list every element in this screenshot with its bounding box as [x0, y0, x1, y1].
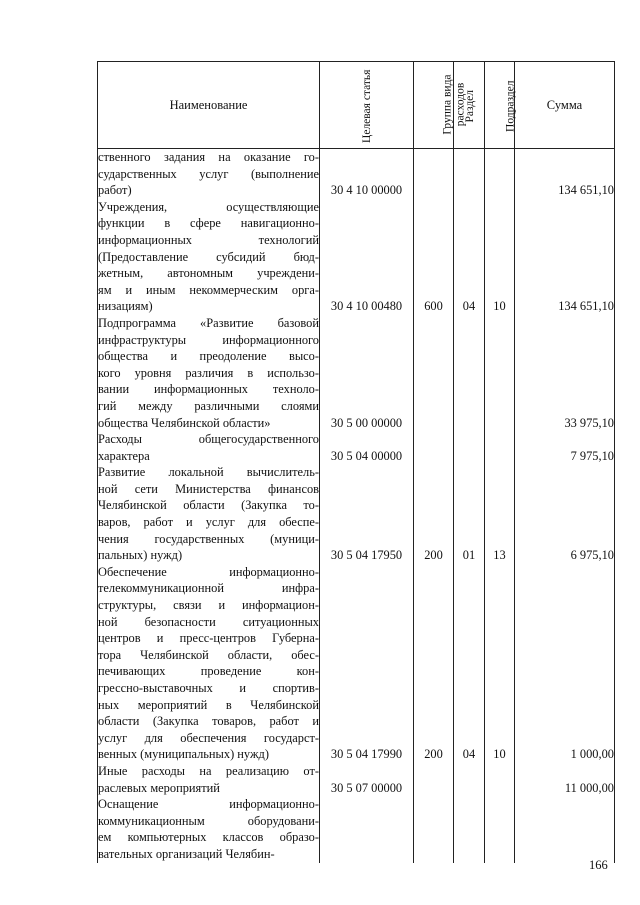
row-name-line: функции в сфере навигационно- — [98, 216, 319, 231]
row-amount — [515, 796, 615, 862]
row-subsection: 10 — [485, 199, 515, 315]
row-expense-group: 200 — [414, 564, 454, 763]
row-target-article: 30 5 04 17990 — [320, 564, 414, 763]
row-name-line: работ) — [98, 183, 132, 198]
budget-table — [97, 61, 615, 863]
row-expense-group — [414, 315, 454, 431]
row-subsection — [485, 149, 515, 199]
row-name-line: телекоммуникационной инфра- — [98, 581, 319, 596]
row-name-line: варов, работ и услуг для обеспе- — [98, 515, 319, 530]
row-name-line: ем компьютерных классов образо- — [98, 830, 319, 845]
row-expense-group — [414, 763, 454, 796]
row-name — [98, 763, 320, 796]
row-name-line: характера — [98, 448, 150, 463]
row-name-line: Развитие локальной вычислитель- — [98, 465, 319, 480]
header-name: Наименование — [98, 62, 320, 149]
table-row — [98, 315, 615, 431]
row-subsection — [485, 763, 515, 796]
header-section: Раздел — [454, 62, 485, 149]
row-name-line: кого уровня различия в использо- — [98, 365, 319, 380]
row-expense-group: 600 — [414, 199, 454, 315]
table-row — [98, 149, 615, 199]
row-name-line: Расходы общегосударственного — [98, 432, 319, 447]
row-section: 04 — [454, 199, 485, 315]
row-target-article: 30 5 00 00000 — [320, 315, 414, 431]
row-amount: 33 975,10 — [515, 315, 615, 431]
row-subsection: 10 — [485, 564, 515, 763]
row-target-article: 30 5 04 00000 — [320, 431, 414, 464]
row-name — [98, 796, 320, 862]
row-expense-group — [414, 149, 454, 199]
row-amount: 134 651,10 — [515, 149, 615, 199]
row-name-line: сударственных услуг (выполнение — [98, 166, 319, 181]
row-section — [454, 431, 485, 464]
row-name-line: общества и преодоление высо- — [98, 349, 319, 364]
row-name-line: грессно-выставочных и спортив- — [98, 681, 319, 695]
row-name-line: гий между различными слоями — [98, 398, 319, 413]
row-name-line: Иные расходы на реализацию от- — [98, 763, 319, 778]
row-name-line: жетным, автономным учреждени- — [98, 266, 319, 281]
table-row — [98, 464, 615, 564]
page-number: 166 — [589, 858, 608, 872]
row-name-line: (Предоставление субсидий бюд- — [98, 249, 319, 264]
header-target-article: Целевая статья — [320, 62, 414, 149]
row-name-line: Обеспечение информационно- — [98, 564, 319, 579]
row-name-line: центров и пресс-центров Губерна- — [98, 631, 319, 646]
header-amount: Сумма — [515, 62, 615, 149]
row-name — [98, 464, 320, 564]
header-subsection: Подраздел — [485, 62, 515, 149]
row-target-article: 30 5 04 17950 — [320, 464, 414, 564]
row-name-line: информационных технологий — [98, 232, 319, 247]
row-name-line: пальных) нужд) — [98, 548, 183, 563]
row-name-line: печивающих проведение кон- — [98, 664, 319, 679]
row-name-line: общества Челябинской области» — [98, 415, 271, 430]
header-expense-group: Группа вида расходов — [414, 62, 454, 149]
row-target-article: 30 4 10 00000 — [320, 149, 414, 199]
row-name-line: структуры, связи и информацион- — [98, 598, 319, 613]
row-section: 01 — [454, 464, 485, 564]
table-row — [98, 763, 615, 796]
row-name-line: тора Челябинской области, обес- — [98, 647, 319, 662]
row-amount: 6 975,10 — [515, 464, 615, 564]
row-name-line: вании информационных техноло- — [98, 382, 319, 397]
row-name-line: ям и иным некоммерческим орга- — [98, 282, 319, 297]
row-target-article: 30 4 10 00480 — [320, 199, 414, 315]
row-name — [98, 315, 320, 431]
row-name-line: ных мероприятий в Челябинской — [98, 697, 319, 712]
row-name-line: чения государственных (муници- — [98, 531, 319, 546]
row-name-line: раслевых мероприятий — [98, 780, 220, 795]
row-name — [98, 564, 320, 763]
row-name-line: низациям) — [98, 299, 153, 314]
row-expense-group — [414, 431, 454, 464]
row-name-line: инфраструктуры информационного — [98, 332, 319, 347]
row-amount: 7 975,10 — [515, 431, 615, 464]
row-subsection — [485, 431, 515, 464]
row-name — [98, 199, 320, 315]
row-section — [454, 315, 485, 431]
row-name-line: области (Закупка товаров, работ и — [98, 714, 319, 729]
row-name-line: венных (муниципальных) нужд) — [98, 747, 269, 762]
row-amount: 1 000,00 — [515, 564, 615, 763]
row-section: 04 — [454, 564, 485, 763]
table-row — [98, 564, 615, 763]
row-name — [98, 431, 320, 464]
row-expense-group — [414, 796, 454, 862]
table-row — [98, 199, 615, 315]
row-section — [454, 796, 485, 862]
row-subsection — [485, 796, 515, 862]
row-name-line: Челябинской области (Закупка то- — [98, 498, 319, 513]
row-section — [454, 149, 485, 199]
row-target-article — [320, 796, 414, 862]
row-amount: 11 000,00 — [515, 763, 615, 796]
row-expense-group: 200 — [414, 464, 454, 564]
table-header-row — [98, 62, 615, 149]
row-subsection: 13 — [485, 464, 515, 564]
row-name-line: ной безопасности ситуационных — [98, 614, 319, 629]
row-name-line: коммуникационным оборудовани- — [98, 813, 319, 828]
row-name-line: вательных организаций Челябин- — [98, 846, 275, 861]
row-name-line: услуг для обеспечения государст- — [98, 730, 319, 745]
row-name-line: ной сети Министерства финансов — [98, 481, 319, 496]
row-amount: 134 651,10 — [515, 199, 615, 315]
table-row — [98, 431, 615, 464]
row-name-line: Оснащение информационно- — [98, 797, 319, 812]
row-name — [98, 149, 320, 199]
row-target-article: 30 5 07 00000 — [320, 763, 414, 796]
row-section — [454, 763, 485, 796]
row-subsection — [485, 315, 515, 431]
table-row — [98, 796, 615, 862]
row-name-line: Учреждения, осуществляющие — [98, 199, 319, 214]
row-name-line: Подпрограмма «Развитие базовой — [98, 315, 319, 330]
row-name-line: ственного задания на оказание го- — [98, 150, 319, 164]
